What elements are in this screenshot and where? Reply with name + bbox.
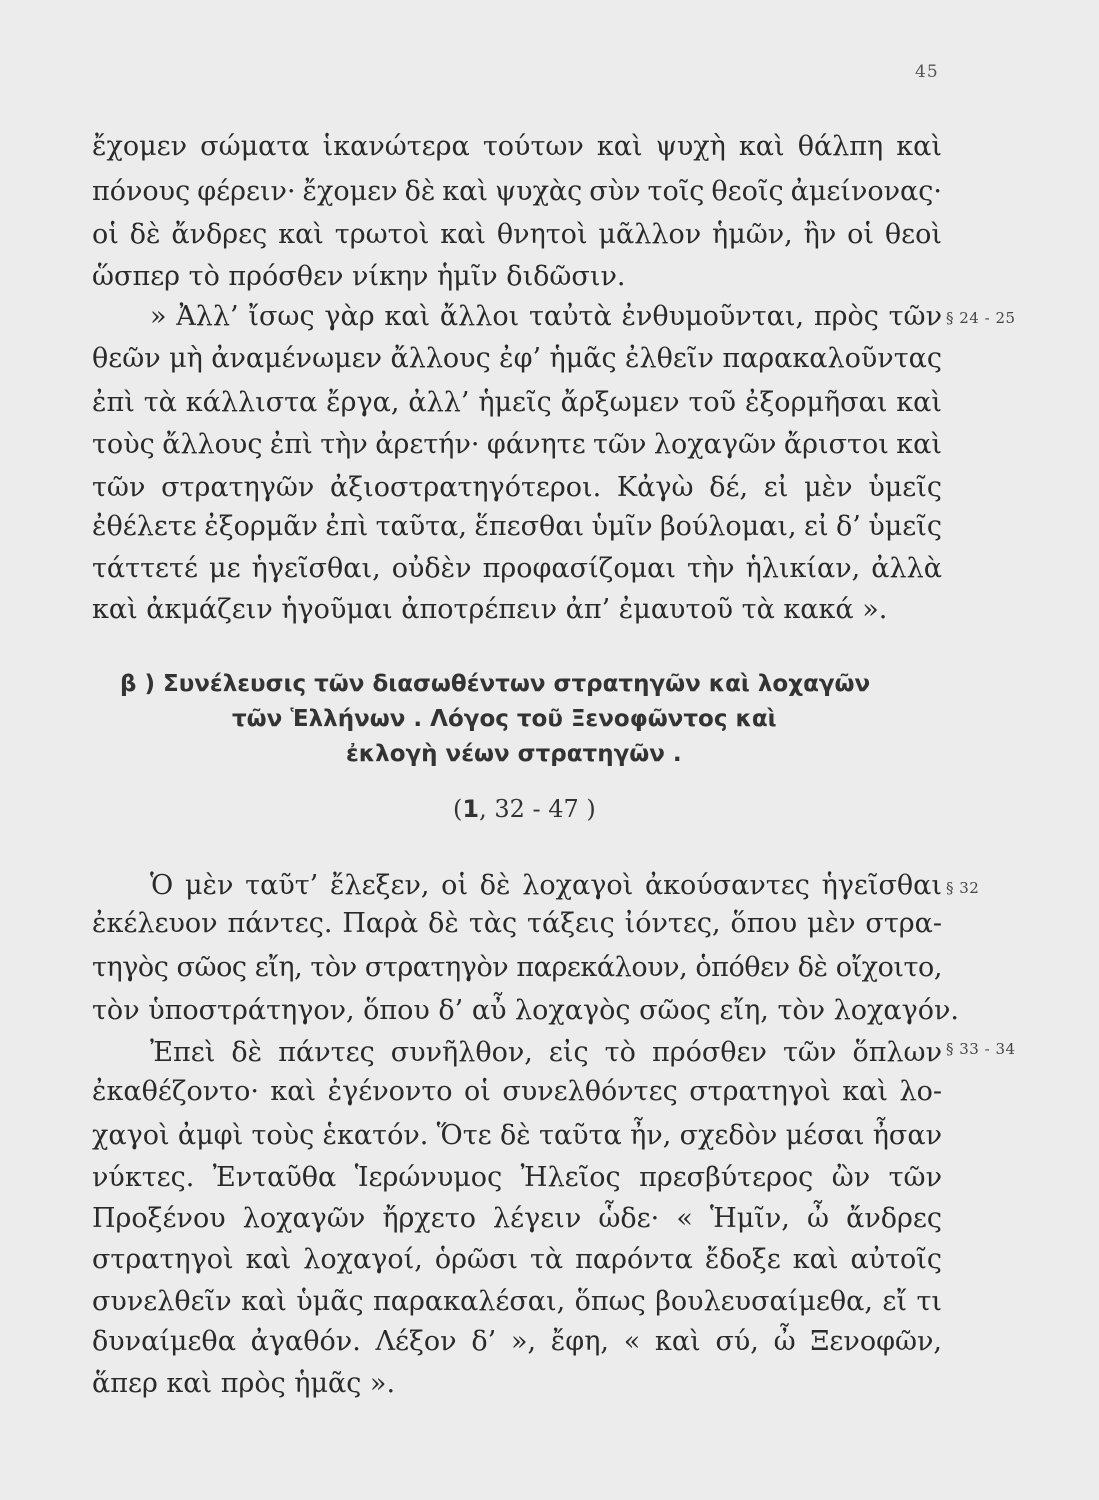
text-line: ἐκέλευον πάντες. Παρὰ δὲ τὰς τάξεις ἰόντες, ὅπου μὲν στρα- xyxy=(92,908,942,939)
page-number: 45 xyxy=(915,62,939,82)
text-line: Ὁ μὲν ταῦτ’ ἔλεξεν, οἱ δὲ λοχαγοὶ ἀκούσαντες ἡγεῖσθαι xyxy=(150,870,942,901)
text-line: τηγὸς σῶος εἴη, τὸν στρατηγὸν παρεκάλουν, ὁπόθεν δὲ οἴχοιτο, xyxy=(92,952,942,983)
text-line: » Ἀλλ’ ἴσως γὰρ καὶ ἄλλοι ταὐτὰ ἐνθυμοῦνται, πρὸς τῶν xyxy=(150,301,942,332)
heading-line: τῶν Ἑλλήνων . Λόγος τοῦ Ξενοφῶντος καὶ xyxy=(232,706,777,732)
text-line: νύκτες. Ἐνταῦθα Ἱερώνυμος Ἠλεῖος πρεσβύτερος ὢν τῶν xyxy=(92,1162,942,1193)
text-line: ἐπὶ τὰ κάλλιστα ἔργα, ἀλλ’ ἡμεῖς ἄρξωμεν τοῦ ἐξορμῆσαι καὶ xyxy=(92,387,942,418)
text-line: ἅπερ καὶ πρὸς ἡμᾶς ». xyxy=(92,1368,396,1399)
text-line: ἐκαθέζοντο· καὶ ἐγένοντο οἱ συνελθόντες στρατηγοὶ καὶ λο- xyxy=(92,1076,942,1107)
text-line: τὸν ὑποστράτηγον, ὅπου δ’ αὖ λοχαγὸς σῶος εἴη, τὸν λοχαγόν. xyxy=(92,995,959,1026)
text-line: συνελθεῖν καὶ ὑμᾶς παρακαλέσαι, ὅπως βουλευσαίμεθα, εἴ τι xyxy=(92,1286,942,1317)
text-line: πόνους φέρειν· ἔχομεν δὲ καὶ ψυχὰς σὺν τοῖς θεοῖς ἀμείνονας· xyxy=(92,176,942,207)
text-line: τάττετέ με ἡγεῖσθαι, οὐδὲν προφασίζομαι τὴν ἡλικίαν, ἀλλὰ xyxy=(92,553,942,584)
text-line: τοὺς ἄλλους ἐπὶ τὴν ἀρετήν· φάνητε τῶν λοχαγῶν ἄριστοι καὶ xyxy=(92,429,942,460)
text-line: δυναίμεθα ἀγαθόν. Λέξον δ’ », ἔφη, « καὶ σύ, ὦ Ξενοφῶν, xyxy=(92,1326,942,1357)
text-line: ἔχομεν σώματα ἱκανώτερα τούτων καὶ ψυχὴ καὶ θάλπη καὶ xyxy=(92,131,942,162)
margin-reference: § 24 - 25 xyxy=(946,309,1016,327)
text-line: Προξένου λοχαγῶν ἤρχετο λέγειν ὧδε· « Ἡμῖν, ὦ ἄνδρες xyxy=(92,1203,942,1234)
heading-line: ἐκλογὴ νέων στρατηγῶν . xyxy=(346,741,682,767)
text-line: τῶν στρατηγῶν ἀξιοστρατηγότεροι. Κἀγὼ δέ, εἰ μὲν ὑμεῖς xyxy=(92,472,942,503)
reference-rest: , 32 - 47 ) xyxy=(479,795,596,823)
heading-line: β ) Συνέλευσις τῶν διασωθέντων στρατηγῶν καὶ λοχαγῶν xyxy=(120,671,871,697)
reference-open: ( xyxy=(453,795,463,823)
text-line: θεῶν μὴ ἀναμένωμεν ἄλλους ἐφ’ ἡμᾶς ἐλθεῖν παρακαλοῦντας xyxy=(92,343,942,374)
text-line: καὶ ἀκμάζειν ἡγοῦμαι ἀποτρέπειν ἀπ’ ἐμαυτοῦ τὰ κακά ». xyxy=(92,594,888,625)
section-reference xyxy=(453,795,596,823)
reference-book: 1 xyxy=(462,795,480,823)
margin-reference: § 32 xyxy=(946,879,980,897)
text-line: ὥσπερ τὸ πρόσθεν νίκην ἡμῖν διδῶσιν. xyxy=(92,261,626,292)
text-line: ἐθέλετε ἐξορμᾶν ἐπὶ ταῦτα, ἕπεσθαι ὑμῖν βούλομαι, εἰ δ’ ὑμεῖς xyxy=(92,511,942,542)
text-line: στρατηγοὶ καὶ λοχαγοί, ὁρῶσι τὰ παρόντα ἔδοξε καὶ αὐτοῖς xyxy=(92,1244,942,1275)
text-line: Ἐπεὶ δὲ πάντες συνῆλθον, εἰς τὸ πρόσθεν τῶν ὅπλων xyxy=(150,1037,942,1068)
margin-reference: § 33 - 34 xyxy=(946,1040,1016,1058)
text-line: οἱ δὲ ἄνδρες καὶ τρωτοὶ καὶ θνητοὶ μᾶλλον ἡμῶν, ἢν οἱ θεοὶ xyxy=(92,219,942,250)
text-line: χαγοὶ ἀμφὶ τοὺς ἑκατόν. Ὅτε δὲ ταῦτα ἦν, σχεδὸν μέσαι ἦσαν xyxy=(92,1120,942,1151)
